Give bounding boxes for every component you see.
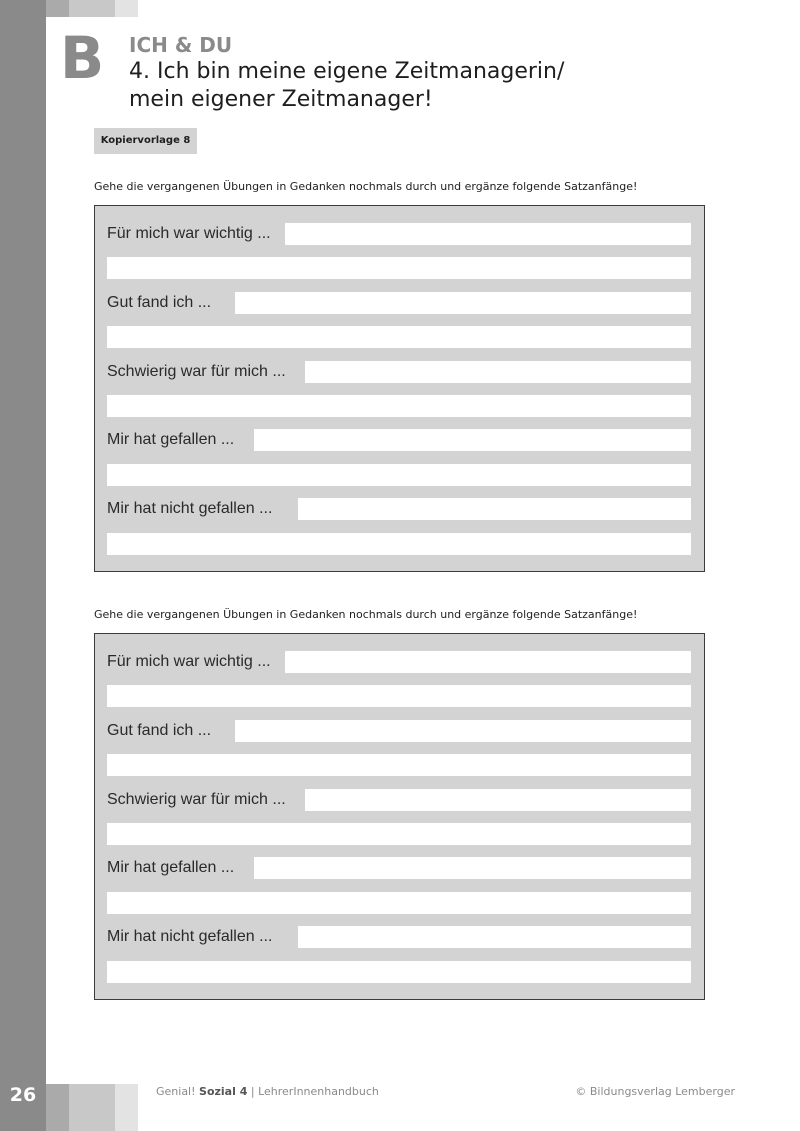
- answer-line[interactable]: [107, 464, 691, 486]
- title-line-2: mein eigener Zeitmanager!: [129, 87, 433, 112]
- instruction-text: Gehe die vergangenen Übungen in Gedanken nochmals durch und ergänze folgende Satzanfänge!: [94, 608, 638, 621]
- answer-line[interactable]: [235, 720, 691, 742]
- title-line-1: 4. Ich bin meine eigene Zeitmanagerin/: [129, 59, 565, 84]
- continuation-row: [107, 892, 691, 914]
- answer-line[interactable]: [107, 754, 691, 776]
- answer-line[interactable]: [107, 326, 691, 348]
- answer-line[interactable]: [107, 395, 691, 417]
- answer-line[interactable]: [107, 257, 691, 279]
- prompt-row: [107, 292, 691, 314]
- footer-book-title: [156, 1085, 379, 1099]
- footer-copyright: © Bildungsverlag Lemberger: [575, 1085, 735, 1098]
- answer-line[interactable]: [285, 651, 691, 673]
- header-kicker: ICH & DU: [129, 33, 233, 57]
- worksheet-panel-2: [94, 633, 705, 1000]
- prompt-label: Mir hat gefallen ...: [107, 431, 235, 448]
- continuation-row: [107, 533, 691, 555]
- prompt-label: Für mich war wichtig ...: [107, 225, 271, 242]
- answer-line[interactable]: [298, 498, 691, 520]
- continuation-row: [107, 395, 691, 417]
- top-stripe: [92, 0, 115, 17]
- prompt-row: [107, 429, 691, 451]
- continuation-row: [107, 823, 691, 845]
- continuation-row: [107, 754, 691, 776]
- answer-line[interactable]: [235, 292, 691, 314]
- continuation-row: [107, 464, 691, 486]
- prompt-label: Mir hat nicht gefallen ...: [107, 928, 273, 945]
- answer-line[interactable]: [285, 223, 691, 245]
- prompt-label: Für mich war wichtig ...: [107, 653, 271, 670]
- answer-line[interactable]: [107, 823, 691, 845]
- top-stripe: [69, 0, 92, 17]
- answer-line[interactable]: [107, 685, 691, 707]
- prompt-row: [107, 498, 691, 520]
- prompt-label: Schwierig war für mich ...: [107, 363, 286, 380]
- prompt-row: [107, 926, 691, 948]
- answer-line[interactable]: [298, 926, 691, 948]
- bottom-stripe: [69, 1084, 92, 1131]
- page-title: [129, 58, 749, 114]
- continuation-row: [107, 685, 691, 707]
- copy-template-badge: Kopiervorlage 8: [94, 128, 197, 154]
- bottom-stripe: [115, 1084, 138, 1131]
- answer-line[interactable]: [254, 429, 691, 451]
- top-stripe: [115, 0, 138, 17]
- prompt-row: [107, 361, 691, 383]
- footer-subtitle: LehrerInnenhandbuch: [258, 1085, 379, 1098]
- top-stripes: [46, 0, 138, 17]
- prompt-row: [107, 223, 691, 245]
- prompt-label: Schwierig war für mich ...: [107, 791, 286, 808]
- prompt-label: Gut fand ich ...: [107, 294, 212, 311]
- prompt-label: Mir hat nicht gefallen ...: [107, 500, 273, 517]
- prompt-row: [107, 720, 691, 742]
- answer-line[interactable]: [254, 857, 691, 879]
- side-color-bar: [0, 0, 46, 1131]
- prompt-label: Mir hat gefallen ...: [107, 859, 235, 876]
- answer-line[interactable]: [305, 361, 691, 383]
- prompt-row: [107, 857, 691, 879]
- bottom-stripes: [46, 1084, 138, 1131]
- prompt-label: Gut fand ich ...: [107, 722, 212, 739]
- answer-line[interactable]: [107, 892, 691, 914]
- page-number: 26: [9, 1084, 37, 1106]
- answer-line[interactable]: [305, 789, 691, 811]
- worksheet-panel-1: [94, 205, 705, 572]
- continuation-row: [107, 326, 691, 348]
- answer-line[interactable]: [107, 533, 691, 555]
- footer-book: Sozial 4: [199, 1085, 248, 1098]
- prompt-row: [107, 789, 691, 811]
- instruction-text: Gehe die vergangenen Übungen in Gedanken nochmals durch und ergänze folgende Satzanfänge!: [94, 180, 638, 193]
- top-stripe: [46, 0, 69, 17]
- bottom-stripe: [92, 1084, 115, 1131]
- section-letter: B: [60, 24, 104, 92]
- answer-line[interactable]: [107, 961, 691, 983]
- continuation-row: [107, 257, 691, 279]
- bottom-stripe: [46, 1084, 69, 1131]
- footer-series: Genial!: [156, 1085, 196, 1098]
- footer-separator: |: [247, 1085, 259, 1098]
- continuation-row: [107, 961, 691, 983]
- prompt-row: [107, 651, 691, 673]
